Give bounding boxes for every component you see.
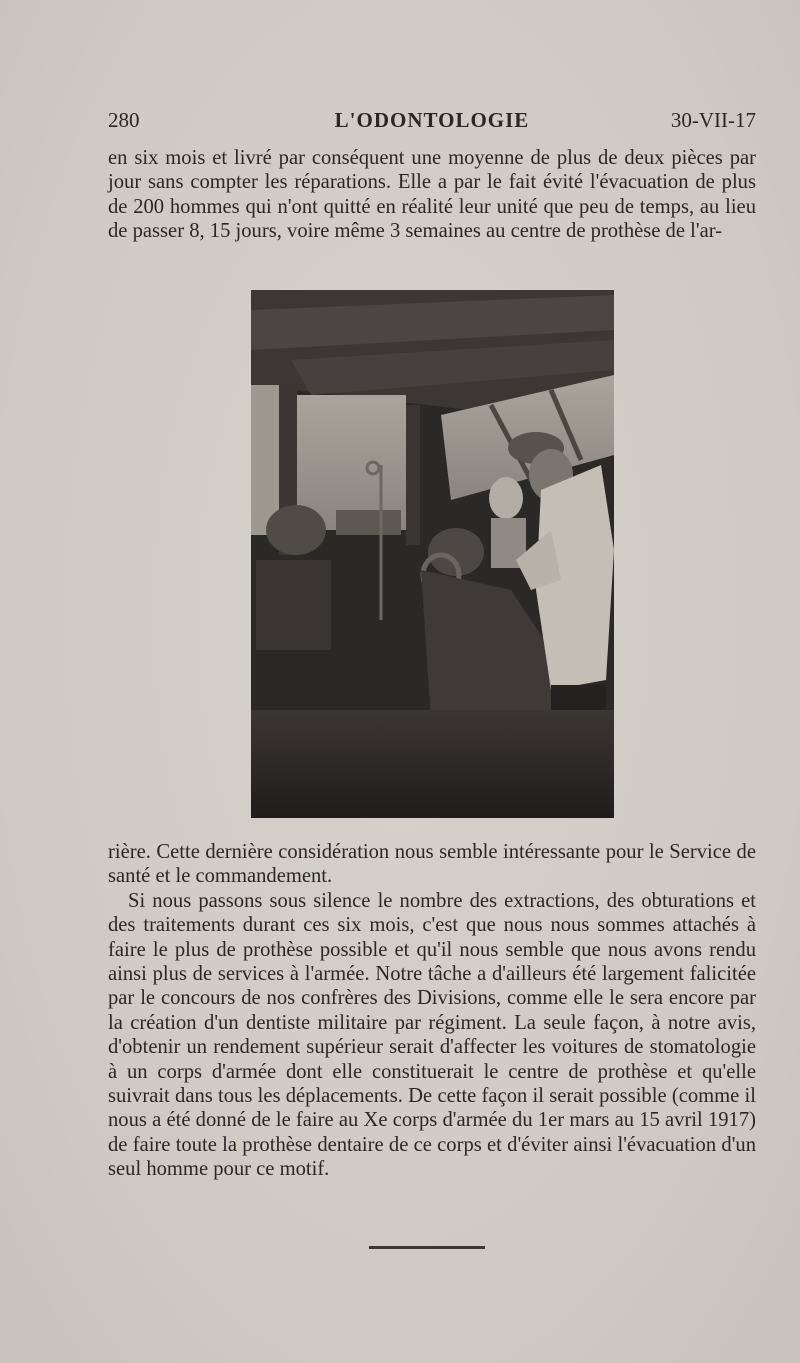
photo-illustration — [251, 290, 614, 818]
text-block-top — [108, 146, 756, 244]
issue-date: 30-VII-17 — [670, 108, 756, 132]
paragraph: rière. Cette dernière considération nous semble intéressante pour le Service de santé et le commandement. — [108, 841, 756, 888]
text-block-bottom — [108, 840, 756, 1182]
page-number: 280 — [108, 108, 140, 132]
paragraph: Si nous passons sous silence le nombre des extractions, des obturations et des traitements durant ces six mois, c'est que nous nous sommes attachés à faire le plus de prothèse possible et qu'il nous semble que nous avons rendu ainsi plus de services à l'armée. Notre tâche a d'ailleurs été largement falicitée par le concours de nos confrères des Divisions, comme elle le sera encore par la création d'un dentiste militaire par régiment. La seule façon, à notre avis, d'obtenir un rendement supérieur serait d'affecter les voitures de stomatologie à un corps d'armée dont elle constituerait le centre de prothèse et qu'elle suivrait dans tous les déplacements. De cette façon il serait possible (comme il nous a été donné de le faire au Xe corps d'armée du 1er mars au 15 avril 1917) de faire toute la prothèse dentaire de ce corps et d'éviter ainsi l'évacuation d'un seul homme pour ce motif. — [108, 889, 756, 1181]
end-rule — [369, 1246, 485, 1249]
journal-title: L'ODONTOLOGIE — [334, 108, 530, 132]
paragraph: en six mois et livré par conséquent une moyenne de plus de deux pièces par jour sans compter les réparations. Elle a par le fait évité l'évacuation de plus de 200 hommes qui n'ont quitté en réalité leur unité que peu de temps, au lieu de passer 8, 15 jours, voire même 3 semaines au centre de prothèse de l'ar- — [108, 147, 756, 243]
running-head — [108, 108, 756, 136]
photograph-dental-ambulance-interior — [251, 290, 614, 818]
